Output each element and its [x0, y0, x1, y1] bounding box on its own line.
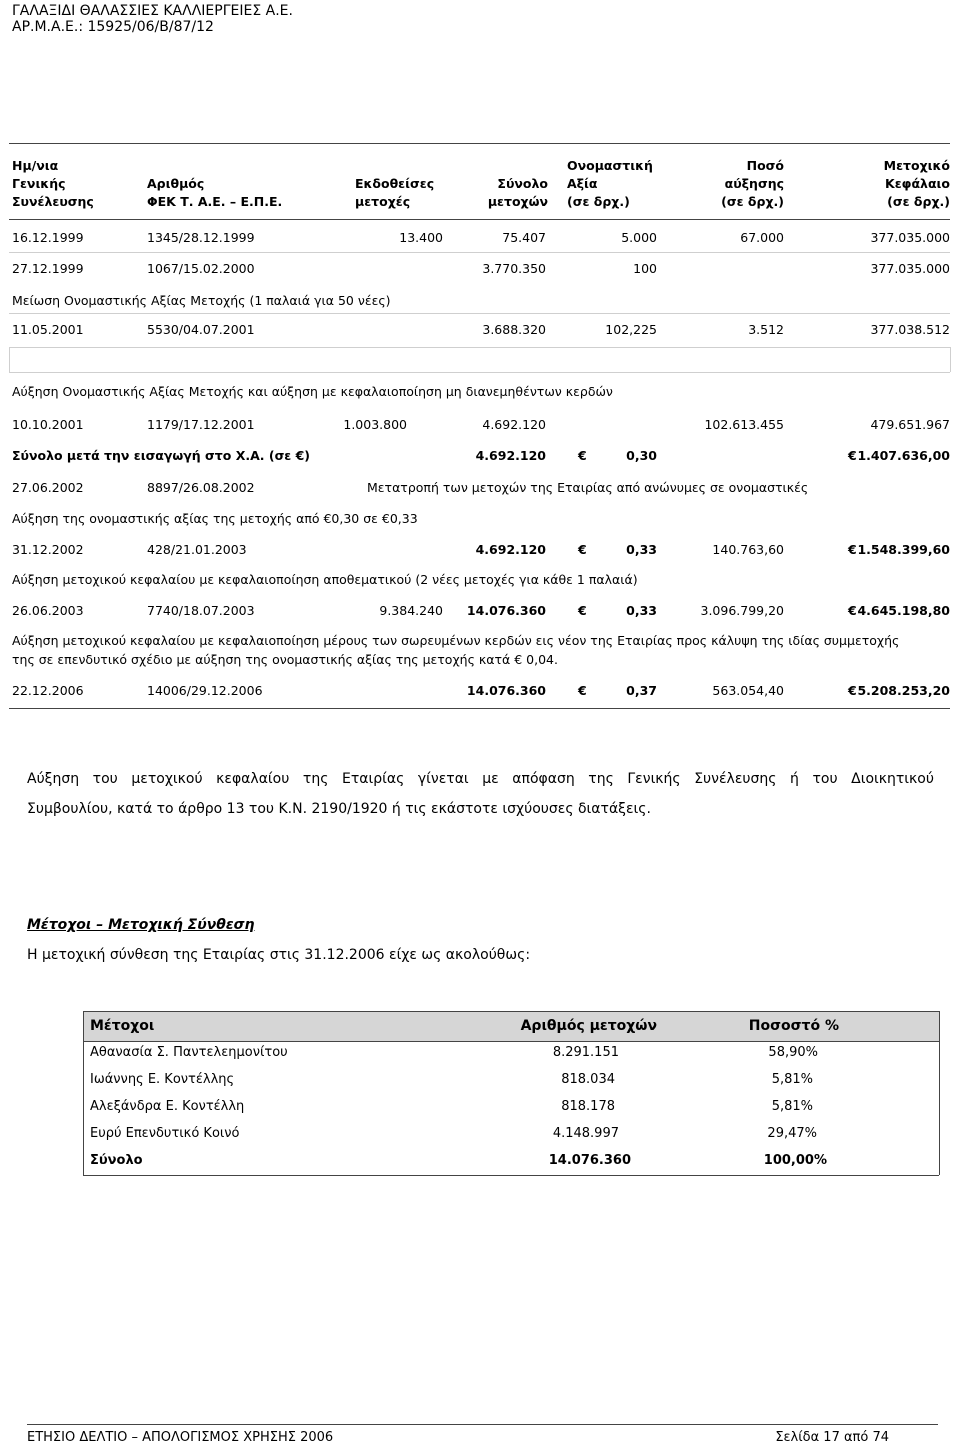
- table-border: [83, 1011, 939, 1012]
- table-top-border: [9, 143, 950, 144]
- euro-sign: €: [578, 683, 587, 698]
- table-note: της σε επενδυτικό σχέδιο με αύξηση της ονομαστικής αξίας της μετοχής κατά € 0,04.: [12, 652, 558, 667]
- paragraph-line: Συμβουλίου, κατά το άρθρο 13 του Κ.Ν. 2190/1920 ή τις εκάστοτε ισχύουσες διατάξεις.: [27, 801, 651, 817]
- euro-sign: €: [848, 603, 857, 618]
- paragraph-word: Γενικής: [627, 771, 681, 787]
- paragraph-word: της: [588, 771, 614, 787]
- table-note: Αύξηση της ονομαστικής αξίας της μετοχής από €0,30 σε €0,33: [12, 511, 418, 526]
- paragraph-word: γίνεται: [417, 771, 469, 787]
- section-title: Μέτοχοι – Μετοχική Σύνθεση: [27, 917, 255, 933]
- paragraph-word: του: [92, 771, 118, 787]
- paragraph-word: κεφαλαίου: [216, 771, 290, 787]
- footer-rule: [27, 1424, 938, 1425]
- table-note: Αύξηση μετοχικού κεφαλαίου με κεφαλαιοποίηση αποθεματικού (2 νέες μετοχές για κάθε 1 παλαιά): [12, 572, 638, 587]
- table-border: [939, 1011, 940, 1175]
- row-divider: [9, 252, 950, 253]
- table-border: [83, 1175, 939, 1176]
- table-note: Αύξηση Ονομαστικής Αξίας Μετοχής και αύξηση με κεφαλαιοποίηση μη διανεμηθέντων κερδών: [12, 384, 613, 399]
- paragraph-line: [27, 765, 934, 793]
- paragraph-word: Διοικητικού: [851, 771, 934, 787]
- paragraph-word: μετοχικού: [131, 771, 203, 787]
- paragraph-word: Εταιρίας: [341, 771, 405, 787]
- company-name: ΓΑΛΑΞΙΔΙ ΘΑΛΑΣΣΙΕΣ ΚΑΛΛΙΕΡΓΕΙΕΣ Α.Ε.: [12, 3, 293, 19]
- paragraph-word: Συνέλευσης: [694, 771, 777, 787]
- column-header: Αριθμός μετοχών: [520, 1018, 657, 1034]
- table-border: [83, 1011, 84, 1175]
- column-header: Μέτοχοι: [90, 1018, 155, 1034]
- section-intro: Η μετοχική σύνθεση της Εταιρίας στις 31.12.2006 είχε ως ακολούθως:: [27, 947, 531, 963]
- paragraph-word: απόφαση: [512, 771, 575, 787]
- cell-border-left: [9, 347, 10, 372]
- row-divider: [9, 347, 950, 348]
- company-registration: ΑΡ.Μ.Α.Ε.: 15925/06/Β/87/12: [12, 19, 214, 35]
- footer-page-number: Σελίδα 17 από 74: [775, 1430, 889, 1445]
- paragraph-word: του: [812, 771, 838, 787]
- footer-left: ΕΤΗΣΙΟ ΔΕΛΤΙΟ – ΑΠΟΛΟΓΙΣΜΟΣ ΧΡΗΣΗΣ 2006: [27, 1430, 334, 1445]
- table-note: Μείωση Ονομαστικής Αξίας Μετοχής (1 παλαιά για 50 νέες): [12, 293, 391, 308]
- column-header: Ποσοστό %: [748, 1018, 839, 1034]
- table-bottom-border: [9, 708, 950, 709]
- row-divider: [9, 372, 950, 373]
- euro-sign: €: [578, 542, 587, 557]
- paragraph-word: ή: [790, 771, 799, 787]
- paragraph-word: με: [482, 771, 499, 787]
- euro-sign: €: [578, 448, 587, 463]
- cell-border-right: [950, 347, 951, 372]
- table-note: Αύξηση μετοχικού κεφαλαίου με κεφαλαιοποίηση μέρους των σωρευμένων κερδών εις νέον της Εταιρίας προς κάλυψη της ιδίας συμμετοχής: [12, 633, 900, 648]
- row-divider: [9, 313, 950, 314]
- euro-sign: €: [578, 603, 587, 618]
- euro-sign: €: [848, 542, 857, 557]
- header-bottom-border: [9, 219, 950, 220]
- euro-sign: €: [848, 448, 857, 463]
- table-border: [83, 1041, 939, 1042]
- paragraph-word: της: [302, 771, 329, 787]
- euro-sign: €: [848, 683, 857, 698]
- paragraph-word: Αύξηση: [27, 771, 80, 787]
